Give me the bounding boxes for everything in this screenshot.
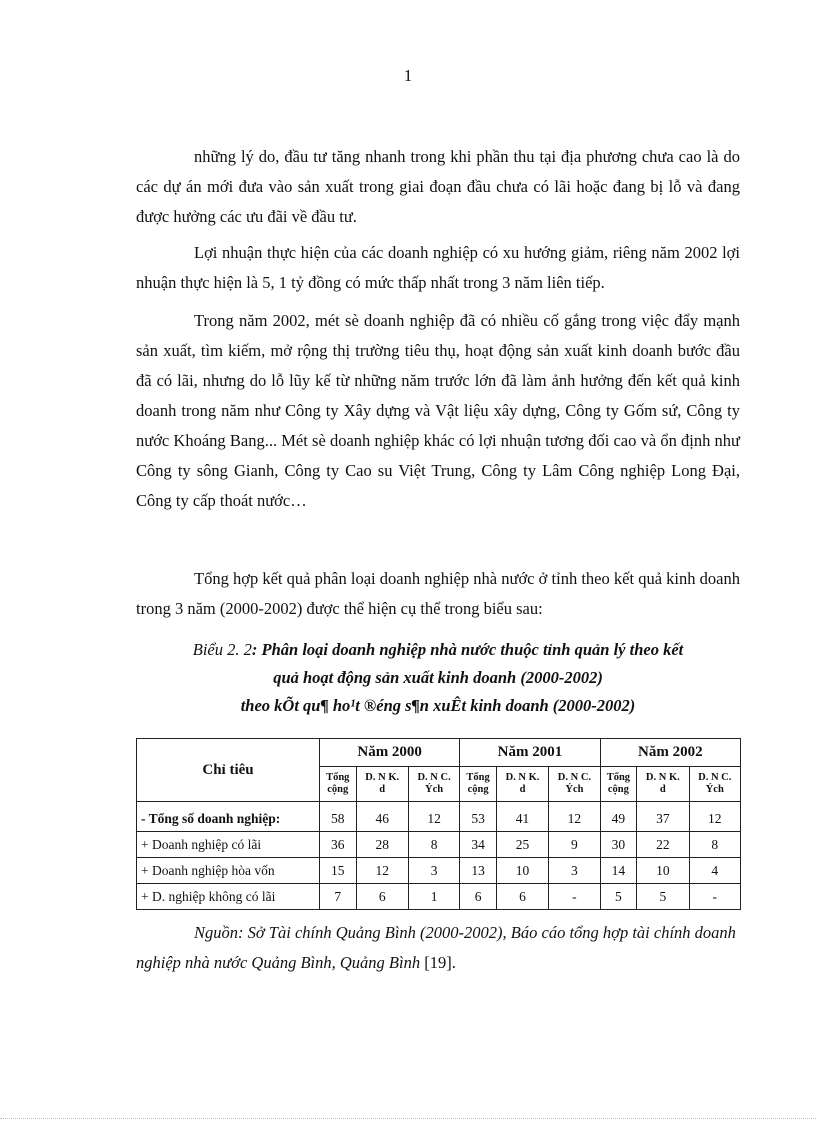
subheader-line: D. N K. (365, 772, 400, 783)
paragraph-text: những lý do, đầu tư tăng nhanh trong khi phần thu tại địa phương chưa cao là do các dự án mới đưa vào sản xuất trong giai đoạn đầu chưa có lãi hoặc đang bị lỗ và đang được hưởng các ưu đãi về đầu tư. (136, 147, 740, 226)
table-cell: 3 (408, 858, 459, 884)
table-cell: 46 (356, 802, 408, 832)
source-note (136, 918, 740, 978)
table-cell: 8 (408, 832, 459, 858)
year-header: Năm 2000 (320, 739, 460, 767)
subheader-benefit (549, 767, 600, 802)
subheader-line: Tổng (606, 772, 631, 783)
subheader-total (600, 767, 637, 802)
subheader-loss (496, 767, 548, 802)
year-header: Năm 2001 (460, 739, 600, 767)
table-cell: 9 (549, 832, 600, 858)
subheader-benefit (408, 767, 459, 802)
table-cell: 12 (549, 802, 600, 832)
table-cell: 41 (496, 802, 548, 832)
table-cell: 8 (689, 832, 741, 858)
table-cell: 12 (408, 802, 459, 832)
subheader-line: d (659, 784, 666, 795)
table-row (137, 832, 741, 858)
table-cell: 37 (637, 802, 689, 832)
table-row (137, 884, 741, 910)
caption-title-3: theo kÕt qu¶ ho¹t ®éng s¶n xuÊt kinh doanh (2000-2002) (240, 696, 636, 715)
table-cell: - (689, 884, 741, 910)
caption-line-1 (136, 636, 740, 664)
source-citation: [19]. (420, 953, 456, 972)
table-cell: 6 (356, 884, 408, 910)
paragraph-3 (136, 306, 740, 516)
table-caption (136, 636, 740, 720)
subheader-line: Tổng (326, 772, 350, 783)
subheader-loss (637, 767, 689, 802)
table-cell: 25 (496, 832, 548, 858)
paragraph-4 (136, 564, 740, 624)
subheader-line: D. N C. (417, 772, 451, 783)
subheader-line: D. N C. (557, 772, 592, 783)
table-cell: 15 (320, 858, 357, 884)
paragraph-text: Lợi nhuận thực hiện của các doanh nghiệp có xu hướng giảm, riêng năm 2002 lợi nhuận thực hiện là 5, 1 tỷ đồng có mức thấp nhất trong 3 năm liên tiếp. (136, 243, 740, 292)
row-label: + D. nghiệp không có lãi (137, 884, 320, 910)
table-cell: 28 (356, 832, 408, 858)
table-row (137, 802, 741, 832)
source-text (136, 918, 740, 978)
row-label: - Tổng số doanh nghiệp: (137, 802, 320, 832)
subheader-line: Tổng (466, 772, 490, 783)
table-cell: 13 (460, 858, 497, 884)
table-cell: 7 (320, 884, 357, 910)
table-cell: 30 (600, 832, 637, 858)
table-cell: 22 (637, 832, 689, 858)
page-number: 1 (403, 66, 413, 85)
subheader-line: d (519, 784, 526, 795)
subheader-line: Ých (705, 784, 724, 795)
caption-title-2: quả hoạt động sản xuất kinh doanh (2000-2002) (273, 668, 603, 687)
row-label: + Doanh nghiệp hòa vốn (137, 858, 320, 884)
table-cell: 12 (689, 802, 741, 832)
subheader-line: d (379, 784, 386, 795)
table-cell: 49 (600, 802, 637, 832)
paragraph-1 (136, 142, 740, 232)
table-cell: 10 (637, 858, 689, 884)
source-italic: Nguồn: Sở Tài chính Quảng Bình (2000-2002), Báo cáo tổng hợp tài chính doanh nghiệp nhà nước Quảng Bình, Quảng Bình (136, 923, 736, 972)
table-cell: 10 (496, 858, 548, 884)
subheader-line: D. N K. (645, 772, 680, 783)
subheader-line: Ých (425, 784, 444, 795)
table-cell: 53 (460, 802, 497, 832)
subheader-line: cộng (607, 784, 629, 795)
subheader-line: cộng (327, 784, 349, 795)
subheader-total (460, 767, 497, 802)
row-label: + Doanh nghiệp có lãi (137, 832, 320, 858)
caption-lead: Biểu 2. 2 (192, 640, 252, 659)
table-cell: - (549, 884, 600, 910)
classification-table (136, 738, 741, 910)
table-cell: 36 (320, 832, 357, 858)
table-cell: 12 (356, 858, 408, 884)
subheader-line: D. N C. (698, 772, 732, 783)
table-cell: 5 (600, 884, 637, 910)
subheader-loss (356, 767, 408, 802)
table-cell: 58 (320, 802, 357, 832)
criteria-header: Chỉ tiêu (137, 739, 320, 802)
table-cell: 14 (600, 858, 637, 884)
paragraph-text: Trong năm 2002, mét sè doanh nghiệp đã có nhiều cố gắng trong việc đẩy mạnh sản xuất, tìm kiếm, mở rộng thị trường tiêu thụ, hoạt động sản xuất kinh doanh bước đầu đã có lãi, nhưng do lỗ lũy kế từ những năm trước lớn đã làm ảnh hưởng đến kết quả kinh doanh trong năm như Công ty Xây dựng và Vật liệu xây dựng, Công ty Gốm sứ, Công ty nước Khoáng Bang... Mét sè doanh nghiệp khác có lợi nhuận tương đối cao và ổn định như Công ty sông Gianh, Công ty Cao su Việt Trung, Công ty Lâm Công nghiệp Long Đại, Công ty cấp thoát nước… (136, 311, 740, 510)
table-cell: 5 (637, 884, 689, 910)
subheader-line: D. N K. (505, 772, 540, 783)
subheader-line: Ých (565, 784, 584, 795)
table-cell: 4 (689, 858, 741, 884)
subheader-benefit (689, 767, 741, 802)
year-header: Năm 2002 (600, 739, 740, 767)
table-cell: 6 (496, 884, 548, 910)
page-bottom-rule (0, 1118, 816, 1119)
table-row (137, 858, 741, 884)
table-cell: 1 (408, 884, 459, 910)
subheader-total (320, 767, 357, 802)
table-cell: 34 (460, 832, 497, 858)
paragraph-text: Tổng hợp kết quả phân loại doanh nghiệp nhà nước ở tỉnh theo kết quả kinh doanh trong 3 năm (2000-2002) được thể hiện cụ thể trong biểu sau: (136, 569, 740, 618)
subheader-line: cộng (467, 784, 489, 795)
paragraph-2 (136, 238, 740, 298)
table-cell: 3 (549, 858, 600, 884)
table-cell: 6 (460, 884, 497, 910)
caption-title-1: : Phân loại doanh nghiệp nhà nước thuộc tỉnh quản lý theo kết (251, 640, 684, 659)
